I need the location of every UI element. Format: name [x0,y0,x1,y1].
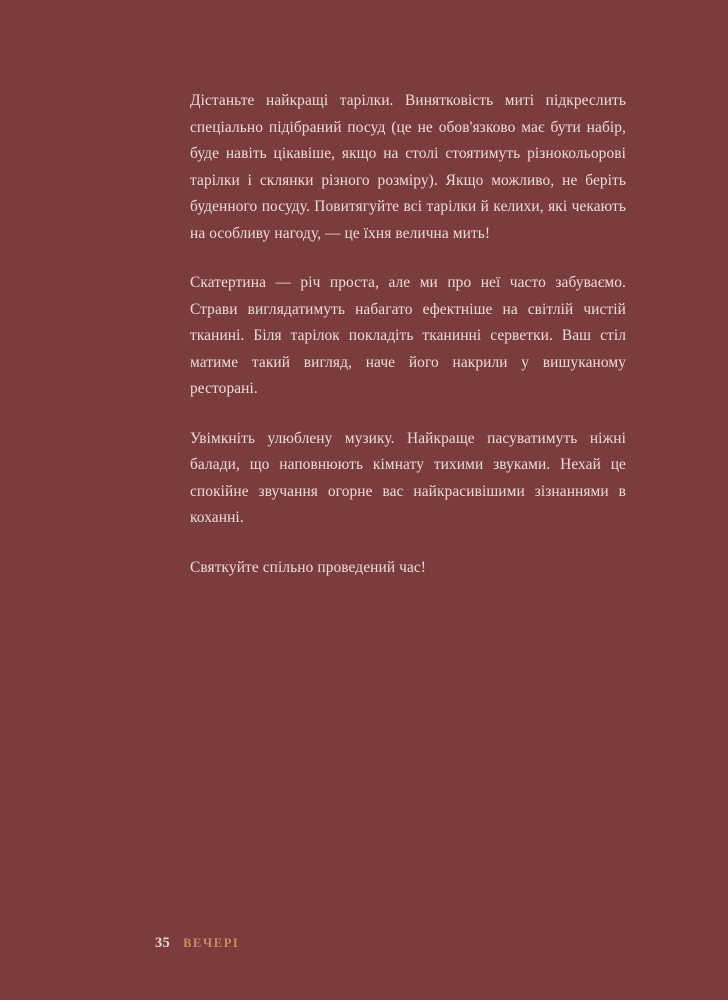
page-body-text [190,88,626,581]
paragraph: Дістаньте найкращі тарілки. Винятковість миті підкреслить спеціально підібраний посуд (це не обов'язково має бути набір, буде навіть цікавіше, якщо на столі стоятимуть різнокольорові тарілки і склянки різного розміру). Якщо можливо, не беріть буденного посуду. Повитягуйте всі тарілки й келихи, які чекають на особливу нагоду, — це їхня велична мить! [190,92,626,242]
paragraph: Увімкніть улюблену музику. Найкраще пасуватимуть ніжні балади, що наповнюють кімнату тихими звуками. Нехай це спокійне звучання огорне вас найкрасивішими зізнаннями в коханні. [190,429,626,526]
page-footer [155,935,239,952]
page-number: 35 [155,935,171,951]
running-head: ВЕЧЕРІ [183,936,240,950]
paragraph: Святкуйте спільно проведений час! [190,558,427,576]
paragraph: Скатертина — річ проста, але ми про неї часто забуваємо. Страви виглядатимуть набагато ефектніше на світлій чистій тканині. Біля тарілок покладіть тканинні серветки. Ваш стіл матиме такий вигляд, наче його накрили у вишуканому ресторані. [190,274,626,397]
